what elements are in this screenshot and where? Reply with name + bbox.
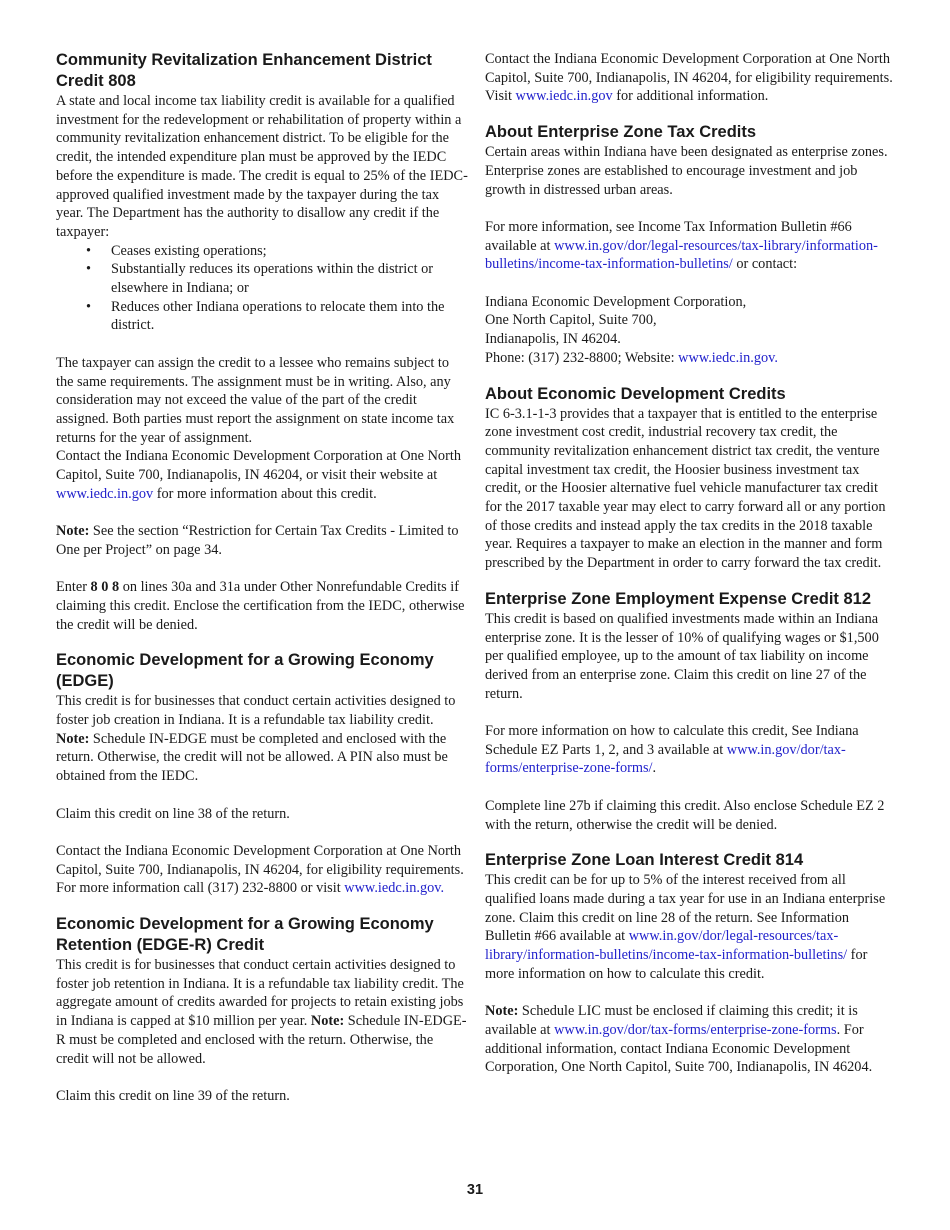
edc-heading: About Economic Development Credits <box>485 384 786 403</box>
contact-top-section <box>485 50 897 106</box>
edger-contact: Contact the Indiana Economic Development Corporation at One North Capitol, Suite 700, Indianapolis, IN 46204, for eligibility requirements. Visit www.iedc.in.gov for additional information. <box>485 51 893 105</box>
crd-enter-instruction: Enter 8 0 8 on lines 30a and 31a under Other Nonrefundable Credits if claiming this credit. Enclose the certification from the IEDC, otherwise the credit will be denied. <box>56 579 465 633</box>
ez-intro: Certain areas within Indiana have been designated as enterprise zones. Enterprise zones are established to encourage investment and job growth in distressed urban areas. <box>485 144 888 198</box>
eze-section <box>485 589 897 834</box>
edc-section <box>485 384 897 573</box>
eze-complete: Complete line 27b if claiming this credit. Also enclose Schedule EZ 2 with the return, otherwise the credit will be denied. <box>485 797 885 833</box>
eze-intro: This credit is based on qualified investments made within an Indiana enterprise zone. It is the lesser of 10% of qualifying wages or $1,500 per qualified employee, up to the amount of tax liability on income derived from an enterprise zone. Claim this credit on line 27 of the return. <box>485 610 879 702</box>
edge-heading: Economic Development for a Growing Economy (EDGE) <box>56 651 434 691</box>
ez-forms-link[interactable]: www.in.gov/dor/tax-forms/enterprise-zone-forms <box>554 1021 837 1038</box>
right-column <box>485 50 897 1077</box>
left-column <box>56 50 468 1106</box>
iedc-address: Indiana Economic Development Corporation, One North Capitol, Suite 700, Indianapolis, IN 46204. Phone: (317) 232-8800; Website: www.iedc.in.gov. <box>485 293 778 366</box>
list-item: • Reduces other Indiana operations to relocate them into the district. <box>111 298 468 335</box>
iedc-link[interactable]: www.iedc.in.gov <box>515 88 613 105</box>
crd-heading: Community Revitalization Enhancement District Credit 808 <box>56 51 432 90</box>
ez-forms-link[interactable]: www.in.gov/dor/tax-forms/enterprise-zone-forms/ <box>485 741 846 777</box>
note-label: Note: <box>485 1003 519 1020</box>
edc-body: IC 6-3.1-1-3 provides that a taxpayer that is entitled to the enterprise zone investment cost credit, industrial recovery tax credit, the community revitalization enhancement district tax credit, the venture capital investment tax credit, the Hoosier business investment tax credit, or the Hoosier alternative fuel vehicle manufacturer tax credit for the 2017 taxable year may elect to carry forward all or any portion of those credits and instead apply the tax credits in the 2018 taxable year. Requires a taxpayer to make an election in the manner and form prescribed by the Department in order to carry forward the tax credit. <box>485 405 886 572</box>
edge-contact: Contact the Indiana Economic Development Corporation at One North Capitol, Suite 700, Indianapolis, IN 46204, for eligibility requirements. For more information call (317) 232-8800 or visit www.iedc.in.gov. <box>56 842 464 897</box>
crd-assignment: The taxpayer can assign the credit to a lessee who remains subject to the same requirements. The assignment must be in writing. Also, any consideration may not exceed the value of the part of the credit assigned. Both parties must report the assignment on state income tax returns for the year of assignment. <box>56 354 455 446</box>
iedc-link[interactable]: www.iedc.in.gov <box>56 485 154 502</box>
ez-heading: About Enterprise Zone Tax Credits <box>485 123 757 142</box>
address-line: Indiana Economic Development Corporation, <box>485 293 747 310</box>
list-item: • Ceases existing operations; <box>111 242 468 261</box>
edge-intro: This credit is for businesses that conduct certain activities designed to foster job creation in Indiana. It is a refundable tax liability credit. Note: Schedule IN-EDGE must be completed and enclosed with the return. Otherwise, the credit will not be allowed. A PIN also must be obtained from the IEDC. <box>56 693 456 785</box>
note-label: Note: <box>56 523 90 540</box>
crd-disallow-list <box>56 242 468 336</box>
eze-heading: Enterprise Zone Employment Expense Credit 812 <box>485 589 872 608</box>
crd-note: Note: See the section “Restriction for Certain Tax Credits - Limited to One per Project” on page 34. <box>56 523 459 558</box>
iedc-link[interactable]: www.iedc.in.gov. <box>344 880 445 897</box>
list-item: • Substantially reduces its operations within the district or elsewhere in Indiana; or <box>111 260 468 297</box>
note-label: Note: <box>56 730 90 747</box>
edge-section <box>56 650 468 898</box>
address-line: Indianapolis, IN 46204. <box>485 331 621 348</box>
note-label: Note: <box>310 1013 345 1030</box>
iedc-link[interactable]: www.iedc.in.gov. <box>678 349 778 366</box>
crd-section <box>56 50 468 634</box>
bulletin-link[interactable]: www.in.gov/dor/legal-resources/tax-library/information-bulletins/income-tax-information-bulletins/ <box>485 928 848 964</box>
page-number: 31 <box>466 1182 484 1198</box>
bulletin-link[interactable]: www.in.gov/dor/legal-resources/tax-library/information-bulletins/income-tax-information-bulletins/ <box>485 237 878 273</box>
edger-section <box>56 914 468 1106</box>
edge-claim-line: Claim this credit on line 38 of the return. <box>56 805 290 822</box>
ez-bulletin: For more information, see Income Tax Information Bulletin #66 available at www.in.gov/dor/legal-resources/tax-library/information-bulletins/income-tax-information-bulletins/ or contact: <box>485 218 878 273</box>
ezl-intro: This credit can be for up to 5% of the interest received from all qualified loans made during a tax year for use in an Indiana enterprise zone. Claim this credit on line 28 of the return. See Information Bulletin #66 available at www.in.gov/dor/legal-resources/tax-library/information-bulletins/income-tax-information-bulletins/ for more information on how to calculate this credit. <box>485 872 886 982</box>
ezl-section <box>485 850 897 1077</box>
crd-intro: A state and local income tax liability credit is available for a qualified investment for the redevelopment or rehabilitation of property within a community revitalization enhancement district. To be eligible for the credit, the intended expenditure plan must be approved by the IEDC before the expenditure is made. The credit is equal to 25% of the IEDC-approved qualified investment made by the taxpayer during the tax year. The Department has the authority to disallow any credit if the taxpayer: <box>56 93 468 240</box>
ez-section <box>485 122 897 367</box>
credit-code: 8 0 8 <box>90 579 120 596</box>
address-line: One North Capitol, Suite 700, <box>485 312 657 329</box>
edger-intro: This credit is for businesses that conduct certain activities designed to foster job retention in Indiana. It is a refundable tax liability credit. The aggregate amount of credits awarded for projects to retain existing jobs in Indiana is capped at $10 million per year. Note: Schedule IN-EDGE-R must be completed and enclosed with the return. Otherwise, the credit will not be allowed. <box>56 957 467 1067</box>
edger-heading: Economic Development for a Growing Economy Retention (EDGE-R) Credit <box>56 915 434 955</box>
edger-claim-line: Claim this credit on line 39 of the return. <box>56 1087 290 1104</box>
ezl-heading: Enterprise Zone Loan Interest Credit 814 <box>485 851 804 870</box>
ezl-note: Note: Schedule LIC must be enclosed if claiming this credit; it is available at www.in.gov/dor/tax-forms/enterprise-zone-forms. For additional information, contact Indiana Economic Development Corporation, One North Capitol, Suite 700, Indianapolis, IN 46204. <box>485 1003 873 1076</box>
crd-contact: Contact the Indiana Economic Development Corporation at One North Capitol, Suite 700, Indianapolis, IN 46204, or visit their website at www.iedc.in.gov for more information about this credit. <box>56 448 461 502</box>
eze-calc: For more information on how to calculate this credit, See Indiana Schedule EZ Parts 1, 2, and 3 available at www.in.gov/dor/tax-forms/enterprise-zone-forms/. <box>485 723 859 777</box>
